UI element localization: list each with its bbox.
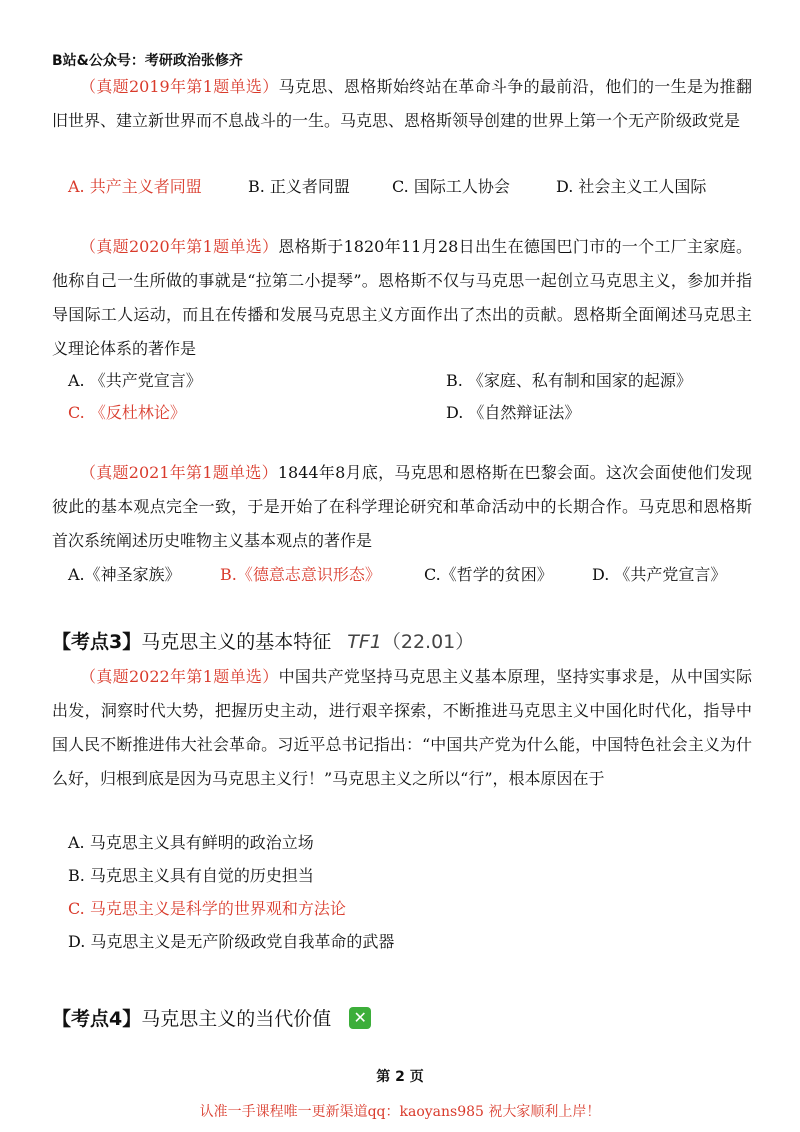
q1-option-c: C. 国际工人协会 <box>392 177 510 196</box>
q4-option-a: A. 马克思主义具有鲜明的政治立场 <box>68 833 314 852</box>
section-3-title: 马克思主义的基本特征 <box>141 631 332 653</box>
q2-option-d: D. 《自然辩证法》 <box>446 403 581 422</box>
q4-option-d: D. 马克思主义是无产阶级政党自我革命的武器 <box>68 932 395 951</box>
section-3-year: （22.01） <box>381 631 475 653</box>
page-number: 第 2 页 <box>376 1069 424 1085</box>
section-heading-4 <box>52 1004 371 1031</box>
question-2 <box>52 230 752 366</box>
q3-option-c: C.《哲学的贫困》 <box>424 565 553 584</box>
question-4-tag: （真题2022年第1题单选） <box>80 667 279 686</box>
question-3-tag: （真题2021年第1题单选） <box>80 463 278 482</box>
question-1 <box>52 70 752 138</box>
cross-mark-icon: ✕ <box>349 1007 371 1029</box>
header-text: B站&公众号：考研政治张修齐 <box>52 53 243 69</box>
question-4-text: 中国共产党坚持马克思主义基本原理，坚持实事求是，从中国实际出发，洞察时代大势，把握历史主动，进行艰辛探索，不断推进马克思主义中国化时代化，指导中国人民不断推进伟大社会革命。习近平总书记指出：“中国共产党为什么能，中国特色社会主义为什么好，归根到底是因为马克思主义行！”马克思主义之所以“行”，根本原因在于 <box>52 667 752 788</box>
footer-text: 认准一手课程唯一更新渠道qq：kaoyans985 祝大家顺利上岸！ <box>199 1104 601 1120</box>
q1-option-b: B. 正义者同盟 <box>248 177 350 196</box>
q4-option-c: C. 马克思主义是科学的世界观和方法论 <box>68 899 346 918</box>
q2-option-b: B. 《家庭、私有制和国家的起源》 <box>446 371 692 390</box>
question-4 <box>52 660 752 796</box>
q2-option-c: C. 《反杜林论》 <box>68 403 186 422</box>
q1-option-a: A. 共产主义者同盟 <box>68 177 202 196</box>
section-3-tf: TF1 <box>347 631 382 653</box>
question-1-text: 马克思、恩格斯始终站在革命斗争的最前沿，他们的一生是为推翻旧世界、建立新世界而不息战斗的一生。马克思、恩格斯领导创建的世界上第一个无产阶级政党是 <box>52 77 752 130</box>
q2-option-a: A. 《共产党宣言》 <box>68 371 202 390</box>
section-4-label: 【考点4】 <box>52 1008 142 1030</box>
question-2-tag: （真题2020年第1题单选） <box>80 237 279 256</box>
q1-option-d: D. 社会主义工人国际 <box>556 177 707 196</box>
section-4-title: 马克思主义的当代价值 <box>141 1008 332 1030</box>
section-heading-3 <box>52 627 474 654</box>
q3-option-d: D. 《共产党宣言》 <box>592 565 727 584</box>
q3-option-b: B.《德意志意识形态》 <box>220 565 381 584</box>
question-3-text: 1844年8月底，马克思和恩格斯在巴黎会面。这次会面使他们发现彼此的基本观点完全一致，于是开始了在科学理论研究和革命活动中的长期合作。马克思和恩格斯首次系统阐述历史唯物主义基本观点的著作是 <box>52 463 752 550</box>
q4-option-b: B. 马克思主义具有自觉的历史担当 <box>68 866 314 885</box>
q3-option-a: A.《神圣家族》 <box>68 565 181 584</box>
question-3 <box>52 456 752 558</box>
question-1-tag: （真题2019年第1题单选） <box>80 77 279 96</box>
section-3-label: 【考点3】 <box>52 631 142 653</box>
question-2-text: 恩格斯于1820年11月28日出生在德国巴门市的一个工厂主家庭。他称自己一生所做的事就是“拉第二小提琴”。恩格斯不仅与马克思一起创立马克思主义，参加并指导国际工人运动，而且在传播和发展马克思主义方面作出了杰出的贡献。恩格斯全面阐述马克思主义理论体系的著作是 <box>52 237 752 358</box>
